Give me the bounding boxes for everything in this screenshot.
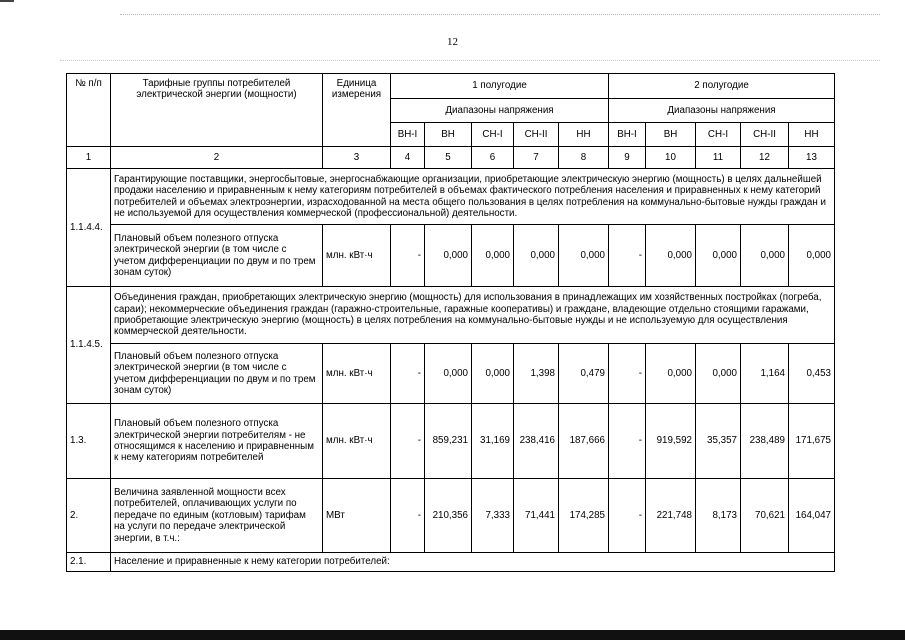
header-level: СН-I <box>472 123 514 147</box>
scan-bottom-edge <box>0 630 905 640</box>
page-number: 12 <box>447 36 458 48</box>
value-cell: 0,000 <box>472 225 514 287</box>
header-level: СН-I <box>696 123 741 147</box>
value-cell: - <box>391 404 425 479</box>
value-cell: 35,357 <box>696 404 741 479</box>
row-number: 2.1. <box>67 553 111 572</box>
header-level: НН <box>789 123 835 147</box>
section-title: Объединения граждан, приобретающих электрическую энергию (мощность) для использования в принадлежащих им хозяйственных постройках (погреба, сараи); некоммерческие объединения граждан (гаражно-строительные, гаражные кооперативы) и граждане, владеющие отдельно стоящими гаражами, приобретающие электрическую энергию (мощность) в целях потребления на коммунально-бытовые нужды и не используемую для осуществления коммерческой деятельности. <box>111 287 835 344</box>
scan-artifact-line <box>60 60 880 62</box>
value-cell: - <box>609 404 646 479</box>
value-cell: 210,356 <box>425 479 472 553</box>
tariff-table <box>66 73 835 572</box>
header-level: СН-II <box>741 123 789 147</box>
value-cell: 164,047 <box>789 479 835 553</box>
value-cell: - <box>609 344 646 404</box>
row-number: 2. <box>67 479 111 553</box>
row-unit: млн. кВт·ч <box>323 404 391 479</box>
value-cell: - <box>609 225 646 287</box>
value-cell: - <box>391 225 425 287</box>
value-cell: 0,000 <box>514 225 559 287</box>
value-cell: 919,592 <box>646 404 696 479</box>
col-number: 2 <box>111 147 323 169</box>
section-title: Население и приравненные к нему категории потребителей: <box>111 553 835 572</box>
row-number: 1.1.4.4. <box>67 169 111 287</box>
value-cell: 7,333 <box>472 479 514 553</box>
value-cell: 187,666 <box>559 404 609 479</box>
value-cell: 8,173 <box>696 479 741 553</box>
header-level: ВН-I <box>609 123 646 147</box>
col-number: 5 <box>425 147 472 169</box>
value-cell: 0,000 <box>789 225 835 287</box>
header-half2: 2 полугодие <box>609 74 835 99</box>
header-half1: 1 полугодие <box>391 74 609 99</box>
col-number: 11 <box>696 147 741 169</box>
header-level: НН <box>559 123 609 147</box>
value-cell: 221,748 <box>646 479 696 553</box>
row-unit: млн. кВт·ч <box>323 344 391 404</box>
value-cell: - <box>391 344 425 404</box>
scan-artifact-line <box>120 14 880 16</box>
col-number: 13 <box>789 147 835 169</box>
value-cell: 171,675 <box>789 404 835 479</box>
header-level: ВН <box>646 123 696 147</box>
header-unit: Единица измерения <box>323 74 391 147</box>
header-level: СН-II <box>514 123 559 147</box>
header-level: ВН-I <box>391 123 425 147</box>
row-number: 1.3. <box>67 404 111 479</box>
value-cell: 0,000 <box>472 344 514 404</box>
value-cell: 71,441 <box>514 479 559 553</box>
value-cell: 859,231 <box>425 404 472 479</box>
value-cell: 238,416 <box>514 404 559 479</box>
value-cell: 0,000 <box>425 225 472 287</box>
row-description: Плановый объем полезного отпуска электрической энергии потребителям - не относящимся к населению и приравненным к нему категориям потребителей <box>111 404 323 479</box>
value-cell: 0,000 <box>646 225 696 287</box>
value-cell: 1,164 <box>741 344 789 404</box>
row-unit: млн. кВт·ч <box>323 225 391 287</box>
value-cell: 0,000 <box>741 225 789 287</box>
section-title: Гарантирующие поставщики, энергосбытовые, энергоснабжающие организации, приобретающие электрическую энергию (мощность) в целях дальнейшей продажи населению и приравненным к нему категориям потребителей в объемах фактического потребления населения и приравненных к нему категорий потребителей и объемах электроэнергии, израсходованной на места общего пользования в целях потребления на коммунально-бытовые нужды граждан и не используемой для осуществления коммерческой (профессиональной) деятельности. <box>111 169 835 225</box>
col-number: 3 <box>323 147 391 169</box>
value-cell: 31,169 <box>472 404 514 479</box>
header-groups: Тарифные группы потребителей электрической энергии (мощности) <box>111 74 323 147</box>
header-level: ВН <box>425 123 472 147</box>
col-number: 12 <box>741 147 789 169</box>
value-cell: - <box>391 479 425 553</box>
value-cell: 70,621 <box>741 479 789 553</box>
col-number: 8 <box>559 147 609 169</box>
value-cell: 1,398 <box>514 344 559 404</box>
value-cell: 174,285 <box>559 479 609 553</box>
col-number: 6 <box>472 147 514 169</box>
header-ranges1: Диапазоны напряжения <box>391 99 609 123</box>
col-number: 9 <box>609 147 646 169</box>
value-cell: 0,000 <box>696 225 741 287</box>
value-cell: 0,453 <box>789 344 835 404</box>
row-description: Величина заявленной мощности всех потребителей, оплачивающих услуги по передаче по единым (котловым) тарифам на услуги по передаче электрической энергии, в т.ч.: <box>111 479 323 553</box>
value-cell: 0,000 <box>425 344 472 404</box>
row-unit: МВт <box>323 479 391 553</box>
value-cell: 0,479 <box>559 344 609 404</box>
value-cell: 0,000 <box>646 344 696 404</box>
value-cell: 0,000 <box>696 344 741 404</box>
row-description: Плановый объем полезного отпуска электрической энергии (в том числе с учетом дифференциации по двум и по трем зонам суток) <box>111 225 323 287</box>
row-description: Плановый объем полезного отпуска электрической энергии (в том числе с учетом дифференциации по двум и по трем зонам суток) <box>111 344 323 404</box>
header-num: № п/п <box>67 74 111 147</box>
value-cell: 238,489 <box>741 404 789 479</box>
col-number: 10 <box>646 147 696 169</box>
header-ranges2: Диапазоны напряжения <box>609 99 835 123</box>
row-number: 1.1.4.5. <box>67 287 111 404</box>
value-cell: 0,000 <box>559 225 609 287</box>
value-cell: - <box>609 479 646 553</box>
col-number: 1 <box>67 147 111 169</box>
col-number: 4 <box>391 147 425 169</box>
col-number: 7 <box>514 147 559 169</box>
page-top-edge <box>0 0 905 4</box>
